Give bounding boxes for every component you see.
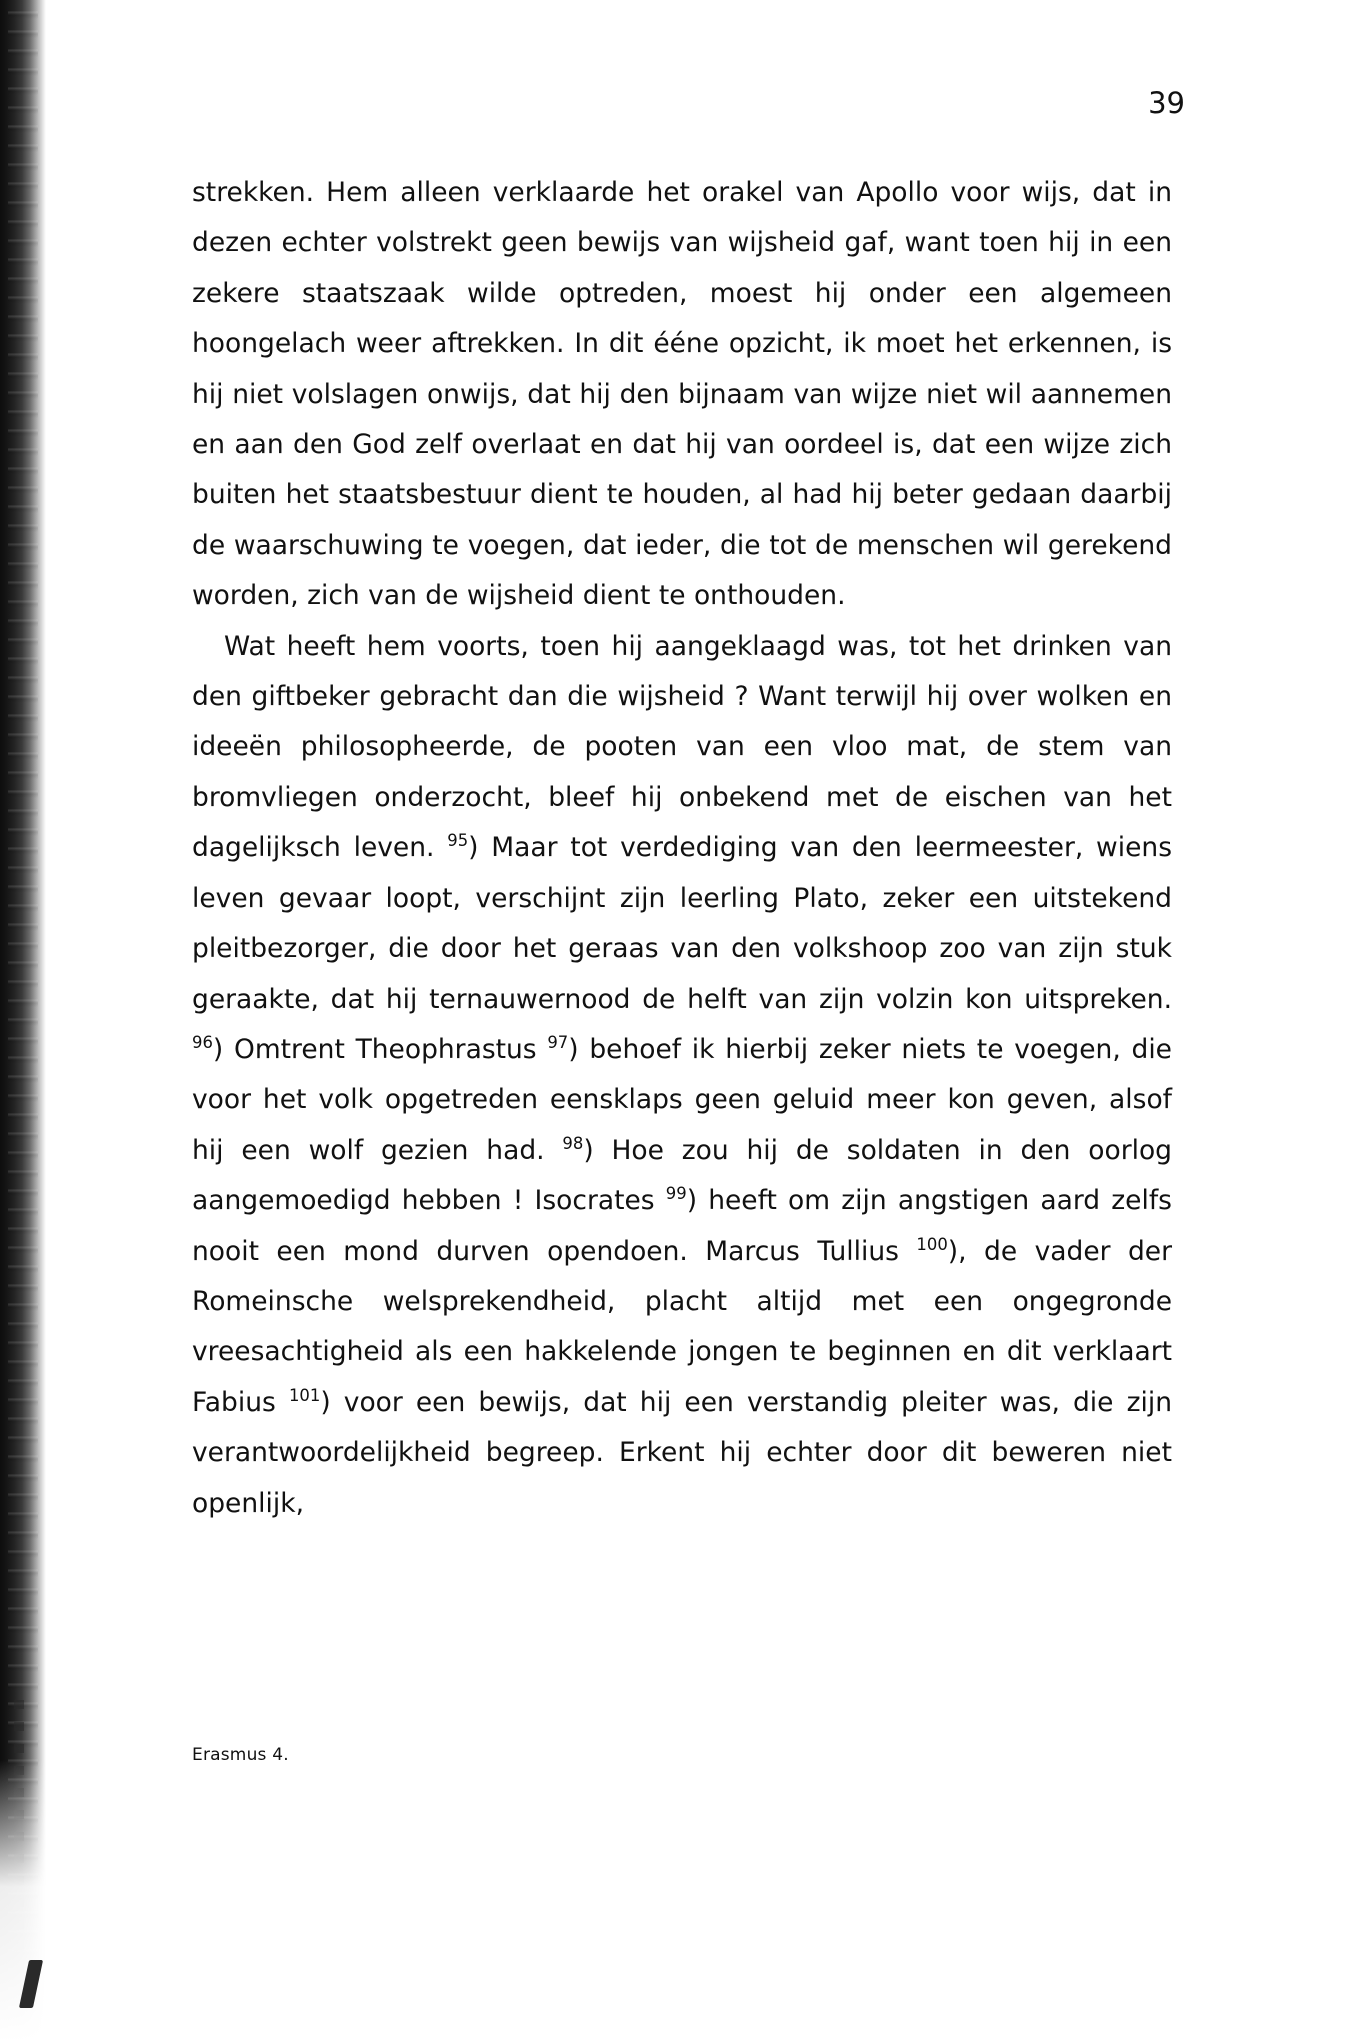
footnote-ref-98: 98 [562, 1133, 584, 1153]
paragraph-2-segment-5: ) Hoe zou hij de soldaten in den oorlog aangemoedigd hebben ! Isocrates [192, 1134, 1172, 1217]
footnote-ref-96: 96 [192, 1033, 213, 1053]
paragraph-2-segment-2: ) Maar tot verdediging van den leermeester, wiens leven gevaar loopt, verschijnt zijn leerling Plato, zeker een uitstekend pleitbezorger, die door het geraas van den volkshoop zoo van zijn stuk geraakte, dat hij ternauwernood de helft van zijn volzin kon uitspreken. [192, 832, 1172, 1015]
footnote-ref-100: 100 [916, 1234, 948, 1254]
footnote-ref-97: 97 [547, 1033, 569, 1053]
paragraph-2 [192, 622, 1172, 1529]
footnote-ref-95: 95 [447, 831, 469, 851]
paragraph-2-segment-7: ), de vader der Romeinsche welsprekendheid, placht altijd met een ongegronde vreesachtigheid als een hakkelende jongen te beginnen en dit verklaart Fabius [192, 1235, 1172, 1418]
page-number: 39 [1148, 86, 1185, 120]
paragraph-1: strekken. Hem alleen verklaarde het orakel van Apollo voor wijs, dat in dezen echter volstrekt geen bewijs van wijsheid gaf, want toen hij in een zekere staatszaak wilde optreden, moest hij onder een algemeen hoongelach weer aftrekken. In dit ééne opzicht, ik moet het erkennen, is hij niet volslagen onwijs, dat hij den bijnaam van wijze niet wil aannemen en aan den God zelf overlaat en dat hij van oordeel is, dat een wijze zich buiten het staatsbestuur dient te houden, al had hij beter gedaan daarbij de waarschuwing te voegen, dat ieder, die tot de menschen wil gerekend worden, zich van de wijsheid dient te onthouden. [192, 177, 1172, 612]
paragraph-2-segment-1: Wat heeft hem voorts, toen hij aangeklaagd was, tot het drinken van den giftbeker gebracht dan die wijsheid ? Want terwijl hij over wolken en ideeën philosopheerde, de pooten van een vloo mat, de stem van bromvliegen onderzocht, bleef hij onbekend met de eischen van het dagelijksch leven. [192, 630, 1172, 864]
paragraph-2-segment-8: ) voor een bewijs, dat hij een verstandig pleiter was, die zijn verantwoordelijkheid begreep. Erkent hij echter door dit beweren niet openlijk, [192, 1386, 1172, 1519]
page-body-text [192, 168, 1172, 1529]
paragraph-2-segment-6: ) heeft om zijn angstigen aard zelfs nooit een mond durven opendoen. Marcus Tullius [192, 1185, 1172, 1267]
footnote-ref-101: 101 [288, 1385, 321, 1405]
paragraph-2-segment-3: ) Omtrent Theophrastus [212, 1033, 548, 1065]
footnote-ref-99: 99 [665, 1184, 687, 1204]
signature-mark: Erasmus 4. [192, 1745, 289, 1765]
paragraph-2-segment-4: ) behoef ik hierbij zeker niets te voegen, die voor het volk opgetreden eensklaps geen geluid meer kon geven, alsof hij een wolf gezien had. [192, 1033, 1172, 1166]
